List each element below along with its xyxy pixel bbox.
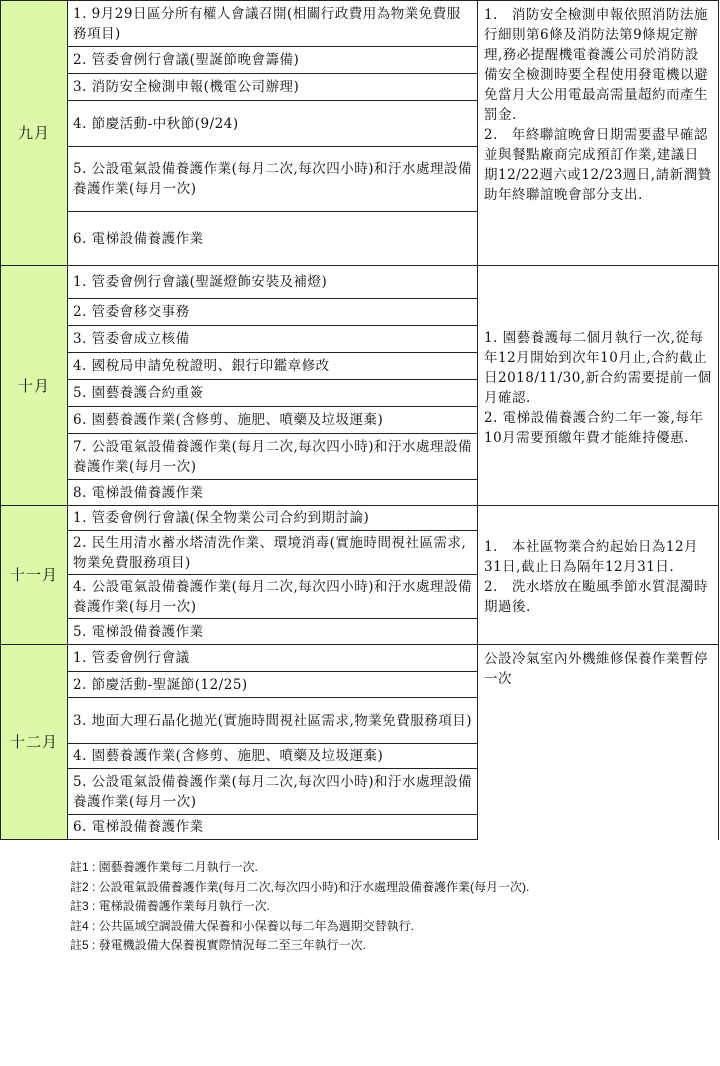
table-row <box>1 266 719 299</box>
month-label-nov: 十一月 <box>1 506 68 645</box>
task-item: 6. 電梯設備養護作業 <box>68 815 478 840</box>
task-item: 3. 消防安全檢測申報(機電公司辦理) <box>68 74 478 101</box>
month-notes-sep <box>478 1 719 266</box>
task-item: 2. 管委會例行會議(聖誕節晚會籌備) <box>68 47 478 74</box>
task-item: 1. 管委會例行會議(聖誕燈飾安裝及補燈) <box>68 266 478 299</box>
table-row <box>1 1 719 47</box>
footnote-2: 註2 : 公設電氣設備養護作業(每月二次,每次四小時)和汙水處理設備養護作業(每月一次). <box>70 879 530 894</box>
table-row <box>1 645 719 672</box>
note-text: 2. 電梯設備養護合約二年一簽,每年10月需要預繳年費才能維持優惠. <box>484 409 704 446</box>
task-item: 6. 園藝養護作業(含修剪、施肥、噴藥及垃圾運棄) <box>68 407 478 434</box>
task-item: 2. 民生用清水蓄水塔清洗作業、環境消毒(實施時間視社區需求,物業免費服務項目) <box>68 531 478 575</box>
task-item: 5. 園藝養護合約重簽 <box>68 380 478 407</box>
month-label-sep: 九月 <box>1 1 68 266</box>
task-item: 1. 9月29日區分所有權人會議召開(相關行政費用為物業免費服務項目) <box>68 1 478 47</box>
task-item: 7. 公設電氣設備養護作業(每月二次,每次四小時)和汙水處理設備養護作業(每月一次) <box>68 434 478 480</box>
task-item: 1. 管委會例行會議 <box>68 645 478 672</box>
note-text: 1. 本社區物業合約起始日為12月31日,截止日為隔年12月31日. <box>484 539 699 575</box>
task-item: 2. 管委會移交事務 <box>68 299 478 326</box>
task-item: 4. 公設電氣設備養護作業(每月二次,每次四小時)和汙水處理設備養護作業(每月一次) <box>68 575 478 619</box>
task-item: 5. 公設電氣設備養護作業(每月二次,每次四小時)和汙水處理設備養護作業(每月一次) <box>68 769 478 815</box>
note-text: 1. 消防安全檢測申報依照消防法施行細則第6條及消防法第9條規定辦理,務必提醒機電養護公司於消防設備安全檢測時要全程使用發電機以避免當月大公用電最高需量超約而產生罰金. <box>484 7 708 123</box>
task-item: 5. 公設電氣設備養護作業(每月二次,每次四小時)和汙水處理設備養護作業(每月一次) <box>68 147 478 212</box>
month-notes-dec <box>478 645 719 840</box>
task-item: 2. 節慶活動-聖誕節(12/25) <box>68 672 478 698</box>
month-notes-oct <box>478 266 719 506</box>
task-item: 1. 管委會例行會議(保全物業公司合約到期討論) <box>68 506 478 531</box>
footnote-3: 註3 : 電梯設備養護作業每月執行一次. <box>70 899 271 913</box>
note-text: 公設冷氣室內外機維修保養作業暫停一次 <box>484 651 708 687</box>
table-row <box>1 506 719 531</box>
footnote-5: 註5 : 發電機設備大保養視實際情況每二至三年執行一次. <box>70 938 367 952</box>
task-item: 6. 電梯設備養護作業 <box>68 212 478 266</box>
footnotes <box>70 858 710 956</box>
task-item: 4. 國稅局申請免稅證明、銀行印鑑章修改 <box>68 353 478 380</box>
task-item: 5. 電梯設備養護作業 <box>68 619 478 645</box>
task-item: 3. 地面大理石晶化拋光(實施時間視社區需求,物業免費服務項目) <box>68 698 478 744</box>
note-text: 2. 年終聯誼晚會日期需要盡早確認並與餐點廠商完成預訂作業,建議日期12/22週六或12/23週日,請新潤贊助年終聯誼晚會部分支出. <box>484 127 712 203</box>
month-label-dec: 十二月 <box>1 645 68 840</box>
footnote-1: 註1 : 園藝養護作業每二月執行一次. <box>70 860 259 874</box>
task-item: 8. 電梯設備養護作業 <box>68 480 478 506</box>
task-item: 4. 節慶活動-中秋節(9/24) <box>68 101 478 147</box>
footnote-4: 註4 : 公共區域空調設備大保養和小保養以每二年為週期交替執行. <box>70 918 415 933</box>
note-text: 2. 洗水塔放在颱風季節水質混濁時期過後. <box>484 579 708 615</box>
note-text: 1. 園藝養護每二個月執行一次,從每年12月開始到次年10月止,合約截止日2018/11/30,新合約需要提前一個月確認. <box>484 329 712 406</box>
month-label-oct: 十月 <box>1 266 68 506</box>
month-notes-nov <box>478 506 719 645</box>
task-item: 4. 園藝養護作業(含修剪、施肥、噴藥及垃圾運棄) <box>68 744 478 769</box>
task-item: 3. 管委會成立核備 <box>68 326 478 353</box>
